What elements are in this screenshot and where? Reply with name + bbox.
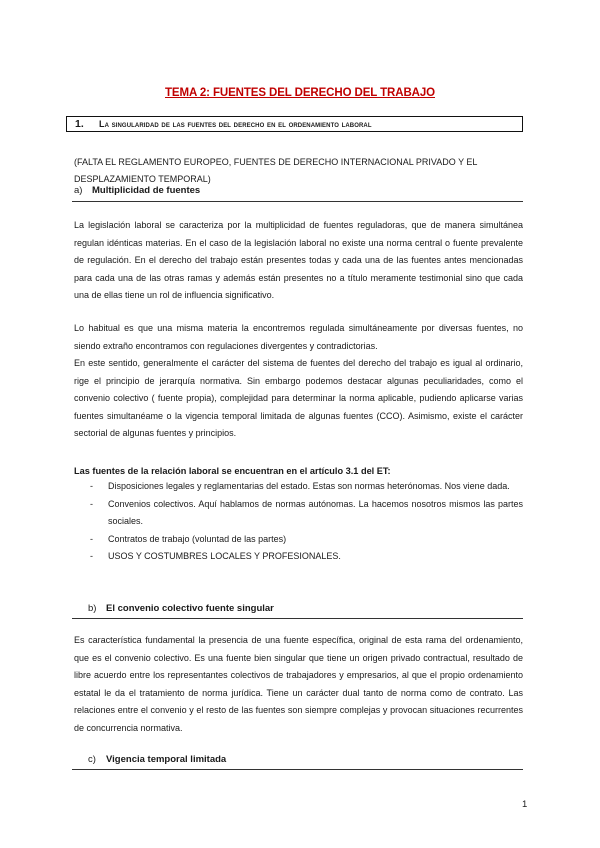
subsection-a-label: Multiplicidad de fuentes [92,185,201,196]
list-item-text: Disposiciones legales y reglamentarias del estado. Estas son normas heterónomas. Nos viene dada. [108,481,510,491]
subsection-b-heading [88,603,274,614]
subsection-a-rule [72,201,523,202]
subsection-b-label: El convenio colectivo fuente singular [106,603,274,614]
subsection-c-rule [72,769,523,770]
subsection-b-letter: b) [88,603,97,614]
list-item [74,548,523,566]
subsection-c-label: Vigencia temporal limitada [106,754,227,765]
section-heading: La singularidad de las fuentes del derecho en el ordenamiento laboral [99,119,372,129]
subsection-a-letter: a) [74,185,83,196]
missing-topics-note: (FALTA EL REGLAMENTO EUROPEO, FUENTES DE DERECHO INTERNACIONAL PRIVADO Y EL DESPLAZAMIENTO TEMPORAL) [74,157,478,184]
section-heading-box [66,116,523,132]
subsection-a-heading [74,185,200,196]
list-item-text: Convenios colectivos. Aquí hablamos de normas autónomas. La hacemos nosotros mismos las partes sociales. [108,498,523,526]
paragraph-collective-agreement: Es característica fundamental la presencia de una fuente específica, original de esta rama del ordenamiento, que es el convenio colectivo. Es una fuente bien singular que tiene un origen privado contractual, resultado de libre acuerdo entre los representantes colectivos de trabajadores y empresarios, al que el propio ordenamiento estatal le da el tratamiento de norma jurídica. Tiene un carácter dual tanto de norma como de contrato. Las relaciones entre el convenio y el resto de las fuentes son siempre complejas y provocan situaciones recurrentes de concurrencia normativa. [74,635,523,733]
list-item [74,478,523,496]
list-dash: - [90,498,93,509]
list-item-text: Contratos de trabajo (voluntad de las partes) [108,533,287,544]
list-item [74,531,523,549]
document-title: TEMA 2: FUENTES DEL DERECHO DEL TRABAJO [165,87,435,99]
page-number: 1 [522,799,528,810]
subsection-b-rule [72,618,523,619]
list-item [74,496,523,531]
sources-list [74,478,523,566]
paragraph-multiplicity: La legislación laboral se caracteriza por la multiplicidad de fuentes reguladoras, que de manera simultánea regulan idénticas materias. En el caso de la legislación laboral no existe una norma central o fuente prevalente de regulación. En el derecho del trabajo están presentes todas y cada una de las fuentes antes mencionadas para cada una de las otras ramas y además están presentes no a título meramente testimonial sino que cada una de ellas tiene un rol de influencia significativo. [74,220,523,300]
sources-list-heading: Las fuentes de la relación laboral se encuentran en el artículo 3.1 del ET: [74,466,391,476]
list-dash: - [90,481,93,491]
subsection-c-letter: c) [88,754,96,765]
list-dash: - [90,533,93,544]
paragraph-hierarchy-intro: Lo habitual es que una misma materia la encontremos regulada simultáneamente por diversas fuentes, no siendo extraño encontramos con regulaciones divergentes y contradictorias. [74,323,523,351]
paragraph-hierarchy [74,320,523,443]
list-item-text: USOS Y COSTUMBRES LOCALES Y PROFESIONALES. [108,551,341,561]
paragraph-hierarchy-body: En este sentido, generalmente el carácter del sistema de fuentes del derecho del trabajo es igual al ordinario, rige el principio de jerarquía normativa. Sin embargo podemos destacar algunas peculiaridades, como el convenio colectivo ( fuente propia), complejidad para determinar la norma aplicable, pudiendo aplicarse varias fuentes simultanéame o la vigencia temporal limitada de algunas fuentes (CCO). Asimismo, existe el carácter sectorial de algunas fuentes y principios. [74,358,523,438]
section-number: 1. [75,118,84,130]
subsection-c-heading [88,754,226,765]
list-dash: - [90,551,93,561]
